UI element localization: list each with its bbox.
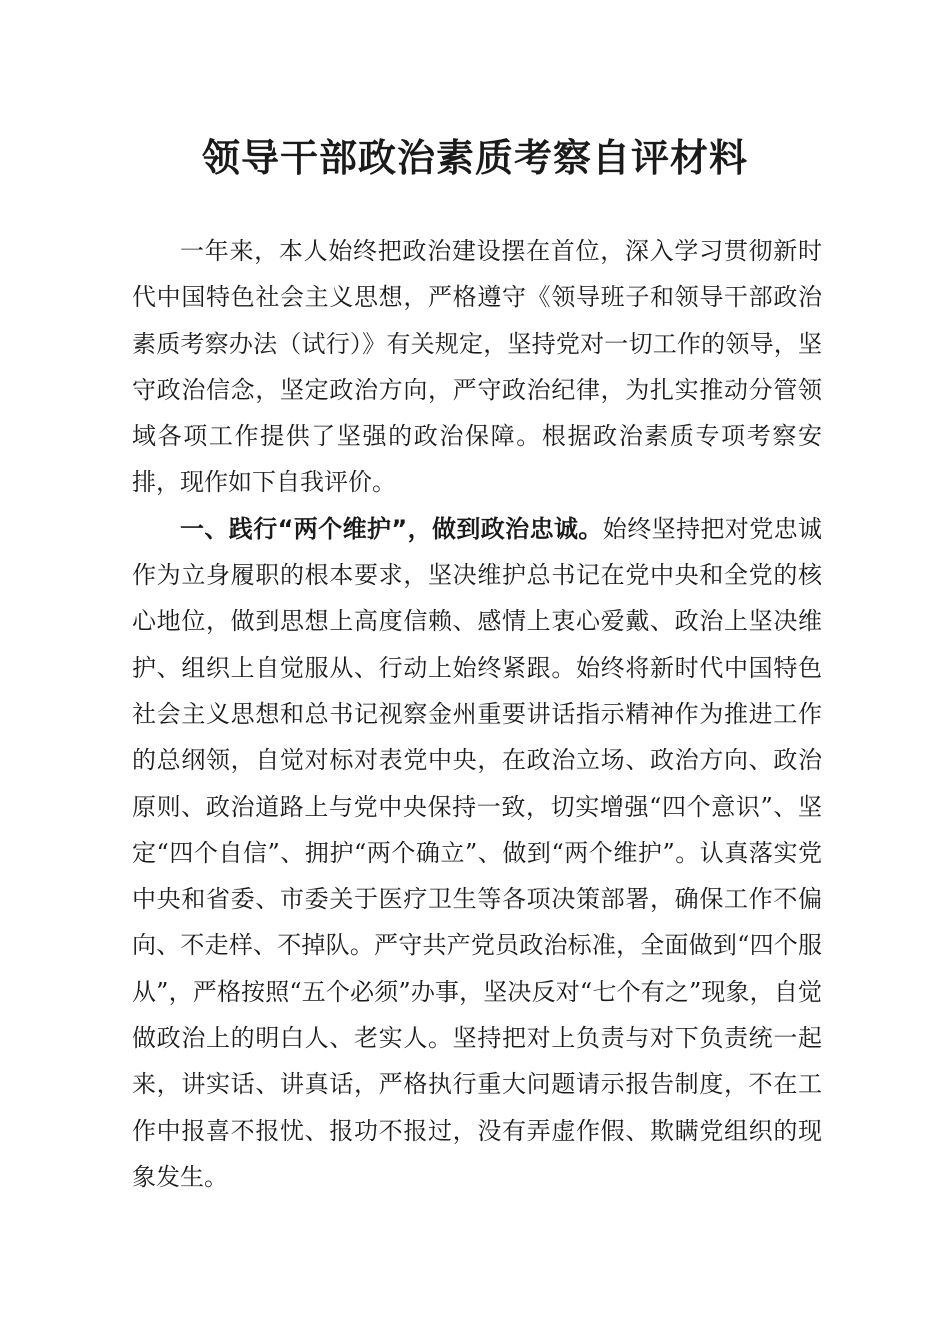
document-body [132, 228, 822, 1200]
intro-paragraph: 一年来，本人始终把政治建设摆在首位，深入学习贯彻新时代中国特色社会主义思想，严格遵守《领导班子和领导干部政治素质考察办法（试行）》有关规定，坚持党对一切工作的领导，坚守政治信念，坚定政治方向，严守政治纪律，为扎实推动分管领域各项工作提供了坚强的政治保障。根据政治素质专项考察安排，现作如下自我评价。 [132, 237, 822, 497]
document-title: 领导干部政治素质考察自评材料 [201, 135, 748, 180]
section-1-paragraph [132, 506, 822, 1200]
section-1-text: 始终坚持把对党忠诚作为立身履职的根本要求，坚决维护总书记在党中央和全党的核心地位，做到思想上高度信赖、感情上衷心爱戴、政治上坚决维护、组织上自觉服从、行动上始终紧跟。始终将新时代中国特色社会主义思想和总书记视察金州重要讲话指示精神作为推进工作的总纲领，自觉对标对表党中央，在政治立场、政治方向、政治原则、政治道路上与党中央保持一致，切实增强“四个意识”、坚定“四个自信”、拥护“两个确立”、做到“两个维护”。认真落实党中央和省委、市委关于医疗卫生等各项决策部署，确保工作不偏向、不走样、不掉队。严守共产党员政治标准，全面做到“四个服从”，严格按照“五个必须”办事，坚决反对“七个有之”现象，自觉做政治上的明白人、老实人。坚持把对上负责与对下负责统一起来，讲实话、讲真话，严格执行重大问题请示报告制度，不在工作中报喜不报忧、报功不报过，没有弄虚作假、欺瞒党组织的现象发生。 [132, 514, 823, 1191]
section-1-heading: 一、践行“两个维护”，做到政治忠诚。 [180, 514, 603, 543]
